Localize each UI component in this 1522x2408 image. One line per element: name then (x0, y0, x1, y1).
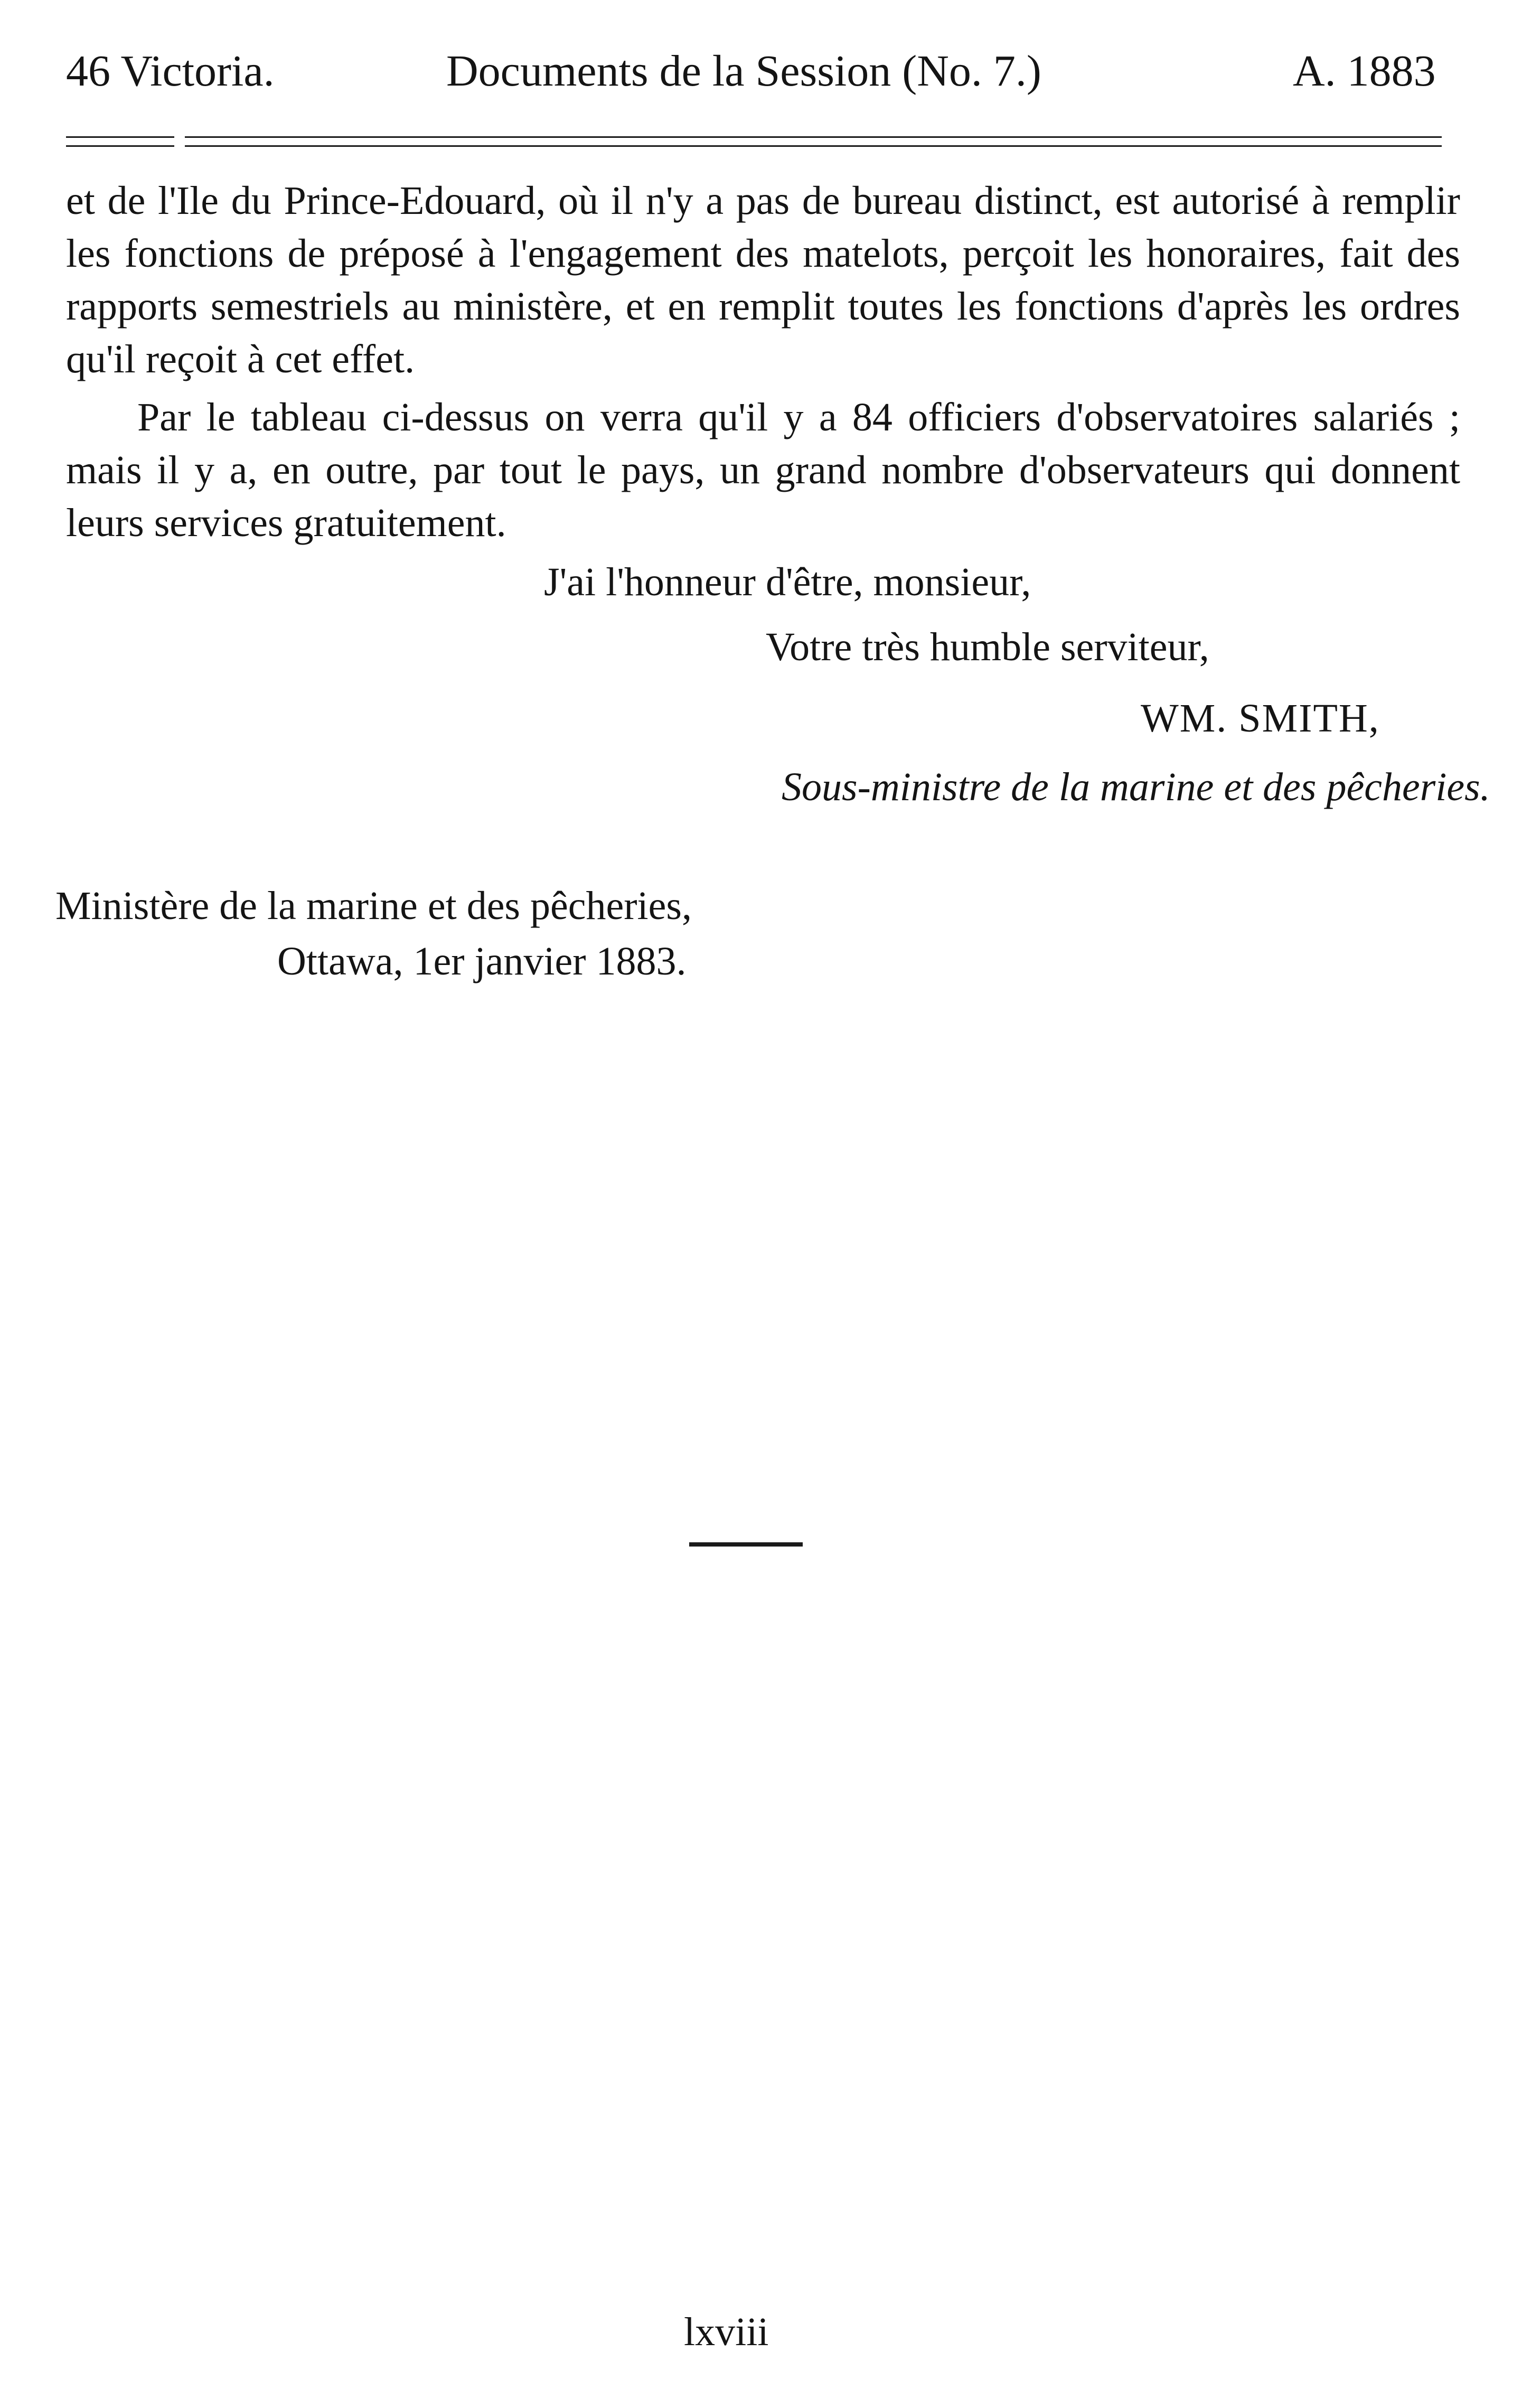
closing-salutation: J'ai l'honneur d'être, monsieur, (544, 560, 1031, 604)
date-line: Ottawa, 1er janvier 1883. (277, 939, 687, 983)
header-rule (66, 145, 174, 147)
closing-regards: Votre très humble serviteur, (766, 625, 1209, 669)
section-separator (689, 1542, 803, 1547)
place-line: Ministère de la marine et des pêcheries, (55, 884, 692, 928)
header-rule (185, 145, 1442, 147)
page-number: lxviii (684, 2310, 769, 2354)
header-rule (66, 136, 174, 138)
signer-title: Sous-ministre de la marine et des pêcheries. (782, 765, 1490, 809)
body-paragraph: et de l'Ile du Prince-Edouard, où il n'y a pas de bureau distinct, est autorisé à remplir les fonctions de préposé à l'engagement des matelots, perçoit les honoraires, fait des rapports semestriels au ministère, et en remplit toutes les fonctions d'après les ordres qu'il reçoit à cet effet. (66, 179, 1460, 381)
body-paragraph: Par le tableau ci-dessus on verra qu'il y a 84 officiers d'observatoires salariés ; mais il y a, en outre, par tout le pays, un grand nombre d'observateurs qui donnent leurs services gratuitement. (66, 395, 1460, 545)
running-header-right: A. 1883 (1293, 46, 1436, 96)
header-rule (185, 136, 1442, 138)
signer-name: WM. SMITH, (1141, 696, 1380, 741)
running-header-left: 46 Victoria. (66, 46, 275, 96)
running-header-title: Documents de la Session (No. 7.) (446, 46, 1041, 96)
